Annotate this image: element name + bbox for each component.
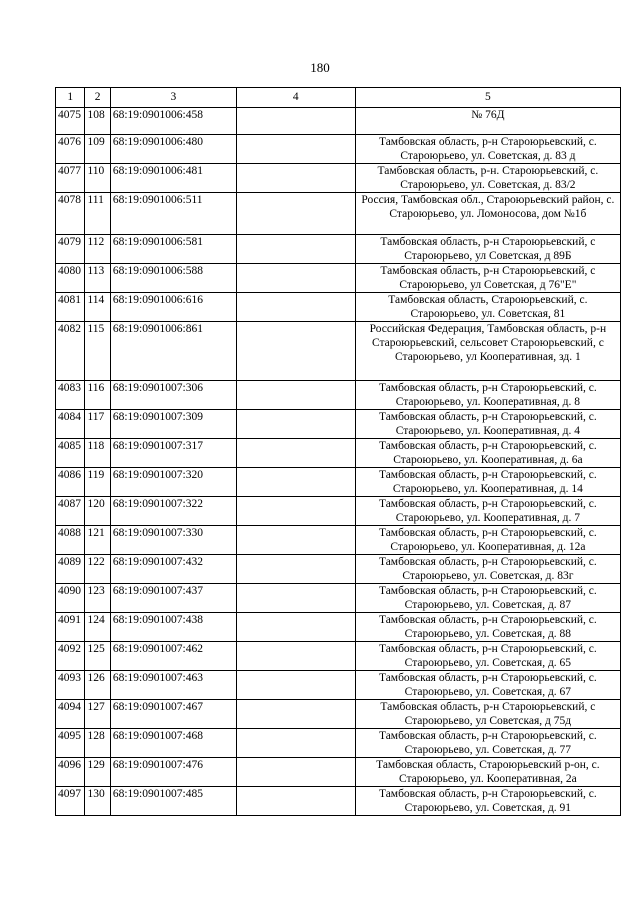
cadastral-number-cell: 68:19:0901007:462 xyxy=(110,642,236,671)
table-row xyxy=(56,164,621,193)
cadastral-number-cell: 68:19:0901007:432 xyxy=(110,555,236,584)
row-number-cell: 4075 xyxy=(56,108,85,135)
address-cell: Тамбовская область, р-н Староюрьевский, с. Староюрьево, ул. Кооперативная, д. 4 xyxy=(355,410,620,439)
row-index-cell: 129 xyxy=(85,758,110,787)
address-cell: Тамбовская область, р-н Староюрьевский, с. Староюрьево, ул. Советская, д. 67 xyxy=(355,671,620,700)
col4-cell xyxy=(236,758,355,787)
cadastral-number-cell: 68:19:0901007:437 xyxy=(110,584,236,613)
address-cell: Тамбовская область, р-н Староюрьевский, с. Староюрьево, ул. Кооперативная, д. 7 xyxy=(355,497,620,526)
table-row xyxy=(56,642,621,671)
table-row xyxy=(56,613,621,642)
address-cell: № 76Д xyxy=(355,108,620,135)
col4-cell xyxy=(236,235,355,264)
row-number-cell: 4088 xyxy=(56,526,85,555)
row-number-cell: 4076 xyxy=(56,135,85,164)
row-number-cell: 4092 xyxy=(56,642,85,671)
table-row xyxy=(56,584,621,613)
address-cell: Тамбовская область, р-н Староюрьевский, с. Староюрьево, ул. Кооперативная, д. 14 xyxy=(355,468,620,497)
address-cell: Тамбовская область, р-н Староюрьевский, с Староюрьево, ул Советская, д 89Б xyxy=(355,235,620,264)
col4-cell xyxy=(236,700,355,729)
address-cell: Тамбовская область, р-н Староюрьевский, с. Староюрьево, ул. Советская, д. 87 xyxy=(355,584,620,613)
row-number-cell: 4095 xyxy=(56,729,85,758)
row-index-cell: 112 xyxy=(85,235,110,264)
row-index-cell: 123 xyxy=(85,584,110,613)
address-cell: Тамбовская область, р-н Староюрьевский, с. Староюрьево, ул. Кооперативная, д. 8 xyxy=(355,381,620,410)
col4-cell xyxy=(236,671,355,700)
address-cell: Тамбовская область, р-н Староюрьевский, с Староюрьево, ул Советская, д 76"Е" xyxy=(355,264,620,293)
col4-cell xyxy=(236,108,355,135)
cadastral-number-cell: 68:19:0901006:458 xyxy=(110,108,236,135)
row-index-cell: 110 xyxy=(85,164,110,193)
header-col-2: 2 xyxy=(85,88,110,108)
table-header xyxy=(56,88,621,108)
header-col-3: 3 xyxy=(110,88,236,108)
col4-cell xyxy=(236,410,355,439)
row-number-cell: 4094 xyxy=(56,700,85,729)
cadastral-number-cell: 68:19:0901006:581 xyxy=(110,235,236,264)
col4-cell xyxy=(236,555,355,584)
register-table xyxy=(55,87,621,816)
row-number-cell: 4097 xyxy=(56,787,85,816)
address-cell: Тамбовская область, р-н. Староюрьевский, с. Староюрьево, ул. Советская, д. 83/2 xyxy=(355,164,620,193)
col4-cell xyxy=(236,729,355,758)
cadastral-number-cell: 68:19:0901007:485 xyxy=(110,787,236,816)
cadastral-number-cell: 68:19:0901007:468 xyxy=(110,729,236,758)
row-number-cell: 4093 xyxy=(56,671,85,700)
col4-cell xyxy=(236,193,355,235)
cadastral-number-cell: 68:19:0901006:588 xyxy=(110,264,236,293)
row-index-cell: 122 xyxy=(85,555,110,584)
table-row xyxy=(56,264,621,293)
address-cell: Тамбовская область, р-н Староюрьевский, с Староюрьево, ул Советская, д 75д xyxy=(355,700,620,729)
cadastral-number-cell: 68:19:0901007:476 xyxy=(110,758,236,787)
table-row xyxy=(56,729,621,758)
address-cell: Тамбовская область, р-н Староюрьевский, с. Староюрьево, ул. Кооперативная, д. 12а xyxy=(355,526,620,555)
col4-cell xyxy=(236,787,355,816)
cadastral-number-cell: 68:19:0901007:438 xyxy=(110,613,236,642)
col4-cell xyxy=(236,468,355,497)
row-index-cell: 117 xyxy=(85,410,110,439)
address-cell: Российская Федерация, Тамбовская область, р-н Староюрьевский, сельсовет Староюрьевский, с Староюрьево, ул Кооперативная, зд. 1 xyxy=(355,322,620,381)
address-cell: Тамбовская область, р-н Староюрьевский, с. Староюрьево, ул. Советская, д. 65 xyxy=(355,642,620,671)
cadastral-number-cell: 68:19:0901007:306 xyxy=(110,381,236,410)
table-row xyxy=(56,497,621,526)
table-row xyxy=(56,700,621,729)
header-row xyxy=(56,88,621,108)
row-number-cell: 4087 xyxy=(56,497,85,526)
table-row xyxy=(56,108,621,135)
row-number-cell: 4086 xyxy=(56,468,85,497)
cadastral-number-cell: 68:19:0901007:320 xyxy=(110,468,236,497)
col4-cell xyxy=(236,264,355,293)
cadastral-number-cell: 68:19:0901007:467 xyxy=(110,700,236,729)
row-number-cell: 4077 xyxy=(56,164,85,193)
address-cell: Тамбовская область, р-н Староюрьевский, с. Староюрьево, ул. Советская, д. 83 д xyxy=(355,135,620,164)
col4-cell xyxy=(236,381,355,410)
row-index-cell: 119 xyxy=(85,468,110,497)
col4-cell xyxy=(236,642,355,671)
cadastral-number-cell: 68:19:0901006:511 xyxy=(110,193,236,235)
table-row xyxy=(56,758,621,787)
table-row xyxy=(56,322,621,381)
row-index-cell: 130 xyxy=(85,787,110,816)
col4-cell xyxy=(236,164,355,193)
row-index-cell: 108 xyxy=(85,108,110,135)
col4-cell xyxy=(236,526,355,555)
row-number-cell: 4085 xyxy=(56,439,85,468)
row-number-cell: 4081 xyxy=(56,293,85,322)
table-row xyxy=(56,381,621,410)
col4-cell xyxy=(236,293,355,322)
address-cell: Тамбовская область, р-н Староюрьевский, с. Староюрьево, ул. Советская, д. 91 xyxy=(355,787,620,816)
page-number: 180 xyxy=(310,60,330,75)
table-row xyxy=(56,193,621,235)
table-row xyxy=(56,410,621,439)
row-index-cell: 116 xyxy=(85,381,110,410)
col4-cell xyxy=(236,322,355,381)
row-index-cell: 111 xyxy=(85,193,110,235)
header-col-5: 5 xyxy=(355,88,620,108)
row-number-cell: 4083 xyxy=(56,381,85,410)
col4-cell xyxy=(236,135,355,164)
row-number-cell: 4096 xyxy=(56,758,85,787)
address-cell: Тамбовская область, р-н Староюрьевский, с. Староюрьево, ул. Кооперативная, д. 6а xyxy=(355,439,620,468)
table-row xyxy=(56,555,621,584)
table-row xyxy=(56,135,621,164)
address-cell: Тамбовская область, р-н Староюрьевский, с. Староюрьево, ул. Советская, д. 77 xyxy=(355,729,620,758)
table-row xyxy=(56,439,621,468)
row-index-cell: 124 xyxy=(85,613,110,642)
cadastral-number-cell: 68:19:0901007:463 xyxy=(110,671,236,700)
cadastral-number-cell: 68:19:0901007:322 xyxy=(110,497,236,526)
row-index-cell: 115 xyxy=(85,322,110,381)
row-index-cell: 109 xyxy=(85,135,110,164)
row-number-cell: 4082 xyxy=(56,322,85,381)
header-col-4: 4 xyxy=(236,88,355,108)
cadastral-number-cell: 68:19:0901006:616 xyxy=(110,293,236,322)
cadastral-number-cell: 68:19:0901006:481 xyxy=(110,164,236,193)
address-cell: Тамбовская область, Староюрьевский р-он, с. Староюрьево, ул. Кооперативная, 2а xyxy=(355,758,620,787)
row-index-cell: 120 xyxy=(85,497,110,526)
table-row xyxy=(56,468,621,497)
cadastral-number-cell: 68:19:0901006:480 xyxy=(110,135,236,164)
header-col-1: 1 xyxy=(56,88,85,108)
col4-cell xyxy=(236,497,355,526)
address-cell: Россия, Тамбовская обл., Староюрьевский район, с. Староюрьево, ул. Ломоносова, дом №1б xyxy=(355,193,620,235)
col4-cell xyxy=(236,613,355,642)
row-index-cell: 126 xyxy=(85,671,110,700)
address-cell: Тамбовская область, Староюрьевский, с. Староюрьево, ул. Советская, 81 xyxy=(355,293,620,322)
row-number-cell: 4079 xyxy=(56,235,85,264)
row-index-cell: 128 xyxy=(85,729,110,758)
row-number-cell: 4091 xyxy=(56,613,85,642)
col4-cell xyxy=(236,439,355,468)
table-row xyxy=(56,235,621,264)
cadastral-number-cell: 68:19:0901007:309 xyxy=(110,410,236,439)
row-index-cell: 121 xyxy=(85,526,110,555)
row-number-cell: 4089 xyxy=(56,555,85,584)
table-body xyxy=(56,108,621,816)
table-row xyxy=(56,293,621,322)
row-index-cell: 125 xyxy=(85,642,110,671)
row-index-cell: 118 xyxy=(85,439,110,468)
row-index-cell: 113 xyxy=(85,264,110,293)
address-cell: Тамбовская область, р-н Староюрьевский, с. Староюрьево, ул. Советская, д. 83г xyxy=(355,555,620,584)
row-number-cell: 4078 xyxy=(56,193,85,235)
row-number-cell: 4090 xyxy=(56,584,85,613)
row-index-cell: 114 xyxy=(85,293,110,322)
cadastral-number-cell: 68:19:0901007:330 xyxy=(110,526,236,555)
table-row xyxy=(56,671,621,700)
col4-cell xyxy=(236,584,355,613)
cadastral-number-cell: 68:19:0901007:317 xyxy=(110,439,236,468)
cadastral-number-cell: 68:19:0901006:861 xyxy=(110,322,236,381)
address-cell: Тамбовская область, р-н Староюрьевский, с. Староюрьево, ул. Советская, д. 88 xyxy=(355,613,620,642)
row-number-cell: 4084 xyxy=(56,410,85,439)
table-row xyxy=(56,526,621,555)
table-row xyxy=(56,787,621,816)
row-number-cell: 4080 xyxy=(56,264,85,293)
row-index-cell: 127 xyxy=(85,700,110,729)
